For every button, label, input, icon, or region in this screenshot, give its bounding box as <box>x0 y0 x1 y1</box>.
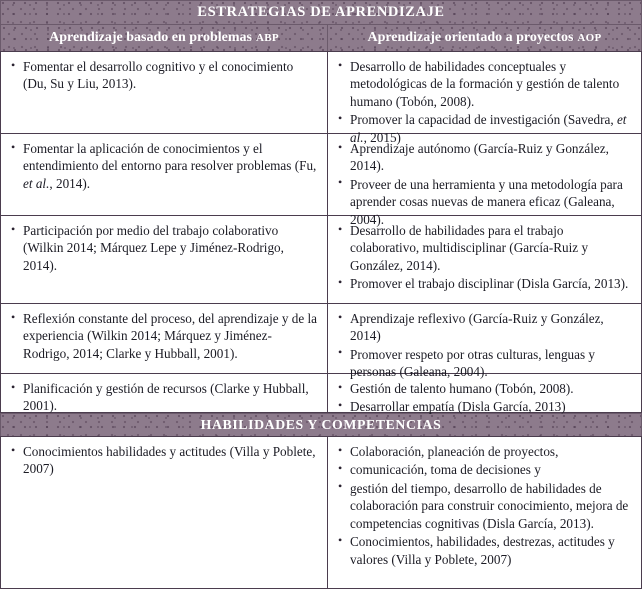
table-cell-aop <box>328 216 641 303</box>
bullet-list <box>337 222 632 293</box>
list-item: • comunicación, toma de decisiones y <box>337 461 632 478</box>
bullet-list <box>337 443 632 568</box>
bullet-list <box>337 310 632 381</box>
section-header-habilidades <box>0 413 642 436</box>
list-item: • Planificación y gestión de recursos (Clarke y Hubball, 2001). <box>10 380 318 415</box>
bullet-list <box>10 443 318 478</box>
column-header-row <box>0 24 642 51</box>
section-header-estrategias <box>0 0 642 24</box>
table-cell-abp <box>1 304 328 373</box>
table-cell-aop <box>328 304 641 380</box>
bullet-list <box>337 380 632 416</box>
bullet-list <box>10 380 318 415</box>
list-item: • Participación por medio del trabajo colaborativo (Wilkin 2014; Márquez Lepe y Jiménez-Rodrigo, 2014). <box>10 222 318 274</box>
table-cell-aop <box>328 374 641 415</box>
list-item: • Promover la capacidad de investigación (Savedra, et al., 2015) <box>337 111 632 146</box>
column-header-abp-label: Aprendizaje basado en problemas <box>49 30 252 45</box>
table-row <box>1 437 641 588</box>
bullet-list <box>337 58 632 146</box>
table-cell-abp <box>1 52 328 133</box>
table-cell-abp <box>1 216 328 303</box>
column-header-abp <box>1 25 328 51</box>
table-cell-aop <box>328 134 641 227</box>
bullet-list <box>337 140 632 228</box>
list-item: • Proveer de una herramienta y una metodología para aprender cosas nuevas de manera eficaz (Galeana, 2004). <box>337 176 632 228</box>
column-header-aop-label: Aprendizaje orientado a proyectos <box>367 30 574 45</box>
list-item: • Reflexión constante del proceso, del aprendizaje y de la experiencia (Wilkin 2014; Márquez y Jiménez-Rodrigo, 2014; Clarke y Hubball, 2001). <box>10 310 318 362</box>
bullet-list <box>10 140 318 192</box>
list-item: • Desarrollar empatía (Disla García, 2013) <box>337 398 632 415</box>
table-row <box>1 216 641 304</box>
table-cell-abp <box>1 437 328 588</box>
bullet-list <box>10 222 318 274</box>
list-item: • Promover respeto por otras culturas, lenguas y personas (Galeana, 2004). <box>337 346 632 381</box>
list-item: • Fomentar la aplicación de conocimientos y el entendimiento del entorno para resolver problemas (Fu, et al., 2014). <box>10 140 318 192</box>
table-cell-abp <box>1 134 328 215</box>
list-item: • Colaboración, planeación de proyectos, <box>337 443 632 460</box>
list-item: • Aprendizaje reflexivo (García-Ruiz y González, 2014) <box>337 310 632 345</box>
bullet-list <box>10 310 318 362</box>
table-cell-aop <box>328 52 641 145</box>
table-cell-aop <box>328 437 641 588</box>
section-header-habilidades-label: HABILIDADES Y COMPETENCIAS <box>200 417 442 432</box>
table-cell-abp <box>1 374 328 412</box>
column-header-aop-abbr: AOP <box>577 32 602 44</box>
list-item: • Conocimientos habilidades y actitudes (Villa y Poblete, 2007) <box>10 443 318 478</box>
habilidades-body <box>0 436 642 589</box>
list-item: • Desarrollo de habilidades para el trabajo colaborativo, multidisciplinar (García-Ruiz y González, 2014). <box>337 222 632 274</box>
table-row <box>1 304 641 380</box>
list-item: • Promover el trabajo disciplinar (Disla García, 2013). <box>337 275 632 292</box>
list-item: • gestión del tiempo, desarrollo de habilidades de colaboración para construir conocimiento, mejora de competencias cognitivas (Disla García, 2013). <box>337 480 632 532</box>
table-row <box>1 52 641 145</box>
list-item: • Conocimientos, habilidades, destrezas, actitudes y valores (Villa y Poblete, 2007) <box>337 533 632 568</box>
estrategias-body <box>0 51 642 413</box>
list-item: • Desarrollo de habilidades conceptuales y metodológicas de la formación y gestión de talento humano (Tobón, 2008). <box>337 58 632 110</box>
bullet-list <box>10 58 318 93</box>
column-header-abp-abbr: ABP <box>255 32 279 44</box>
list-item: • Gestión de talento humano (Tobón, 2008). <box>337 380 632 397</box>
list-item: • Aprendizaje autónomo (García-Ruiz y González, 2014). <box>337 140 632 175</box>
table-row <box>1 374 641 415</box>
list-item: • Fomentar el desarrollo cognitivo y el conocimiento (Du, Su y Liu, 2013). <box>10 58 318 93</box>
section-header-estrategias-label: ESTRATEGIAS DE APRENDIZAJE <box>197 4 445 20</box>
column-header-aop <box>328 25 641 51</box>
table-row <box>1 134 641 227</box>
